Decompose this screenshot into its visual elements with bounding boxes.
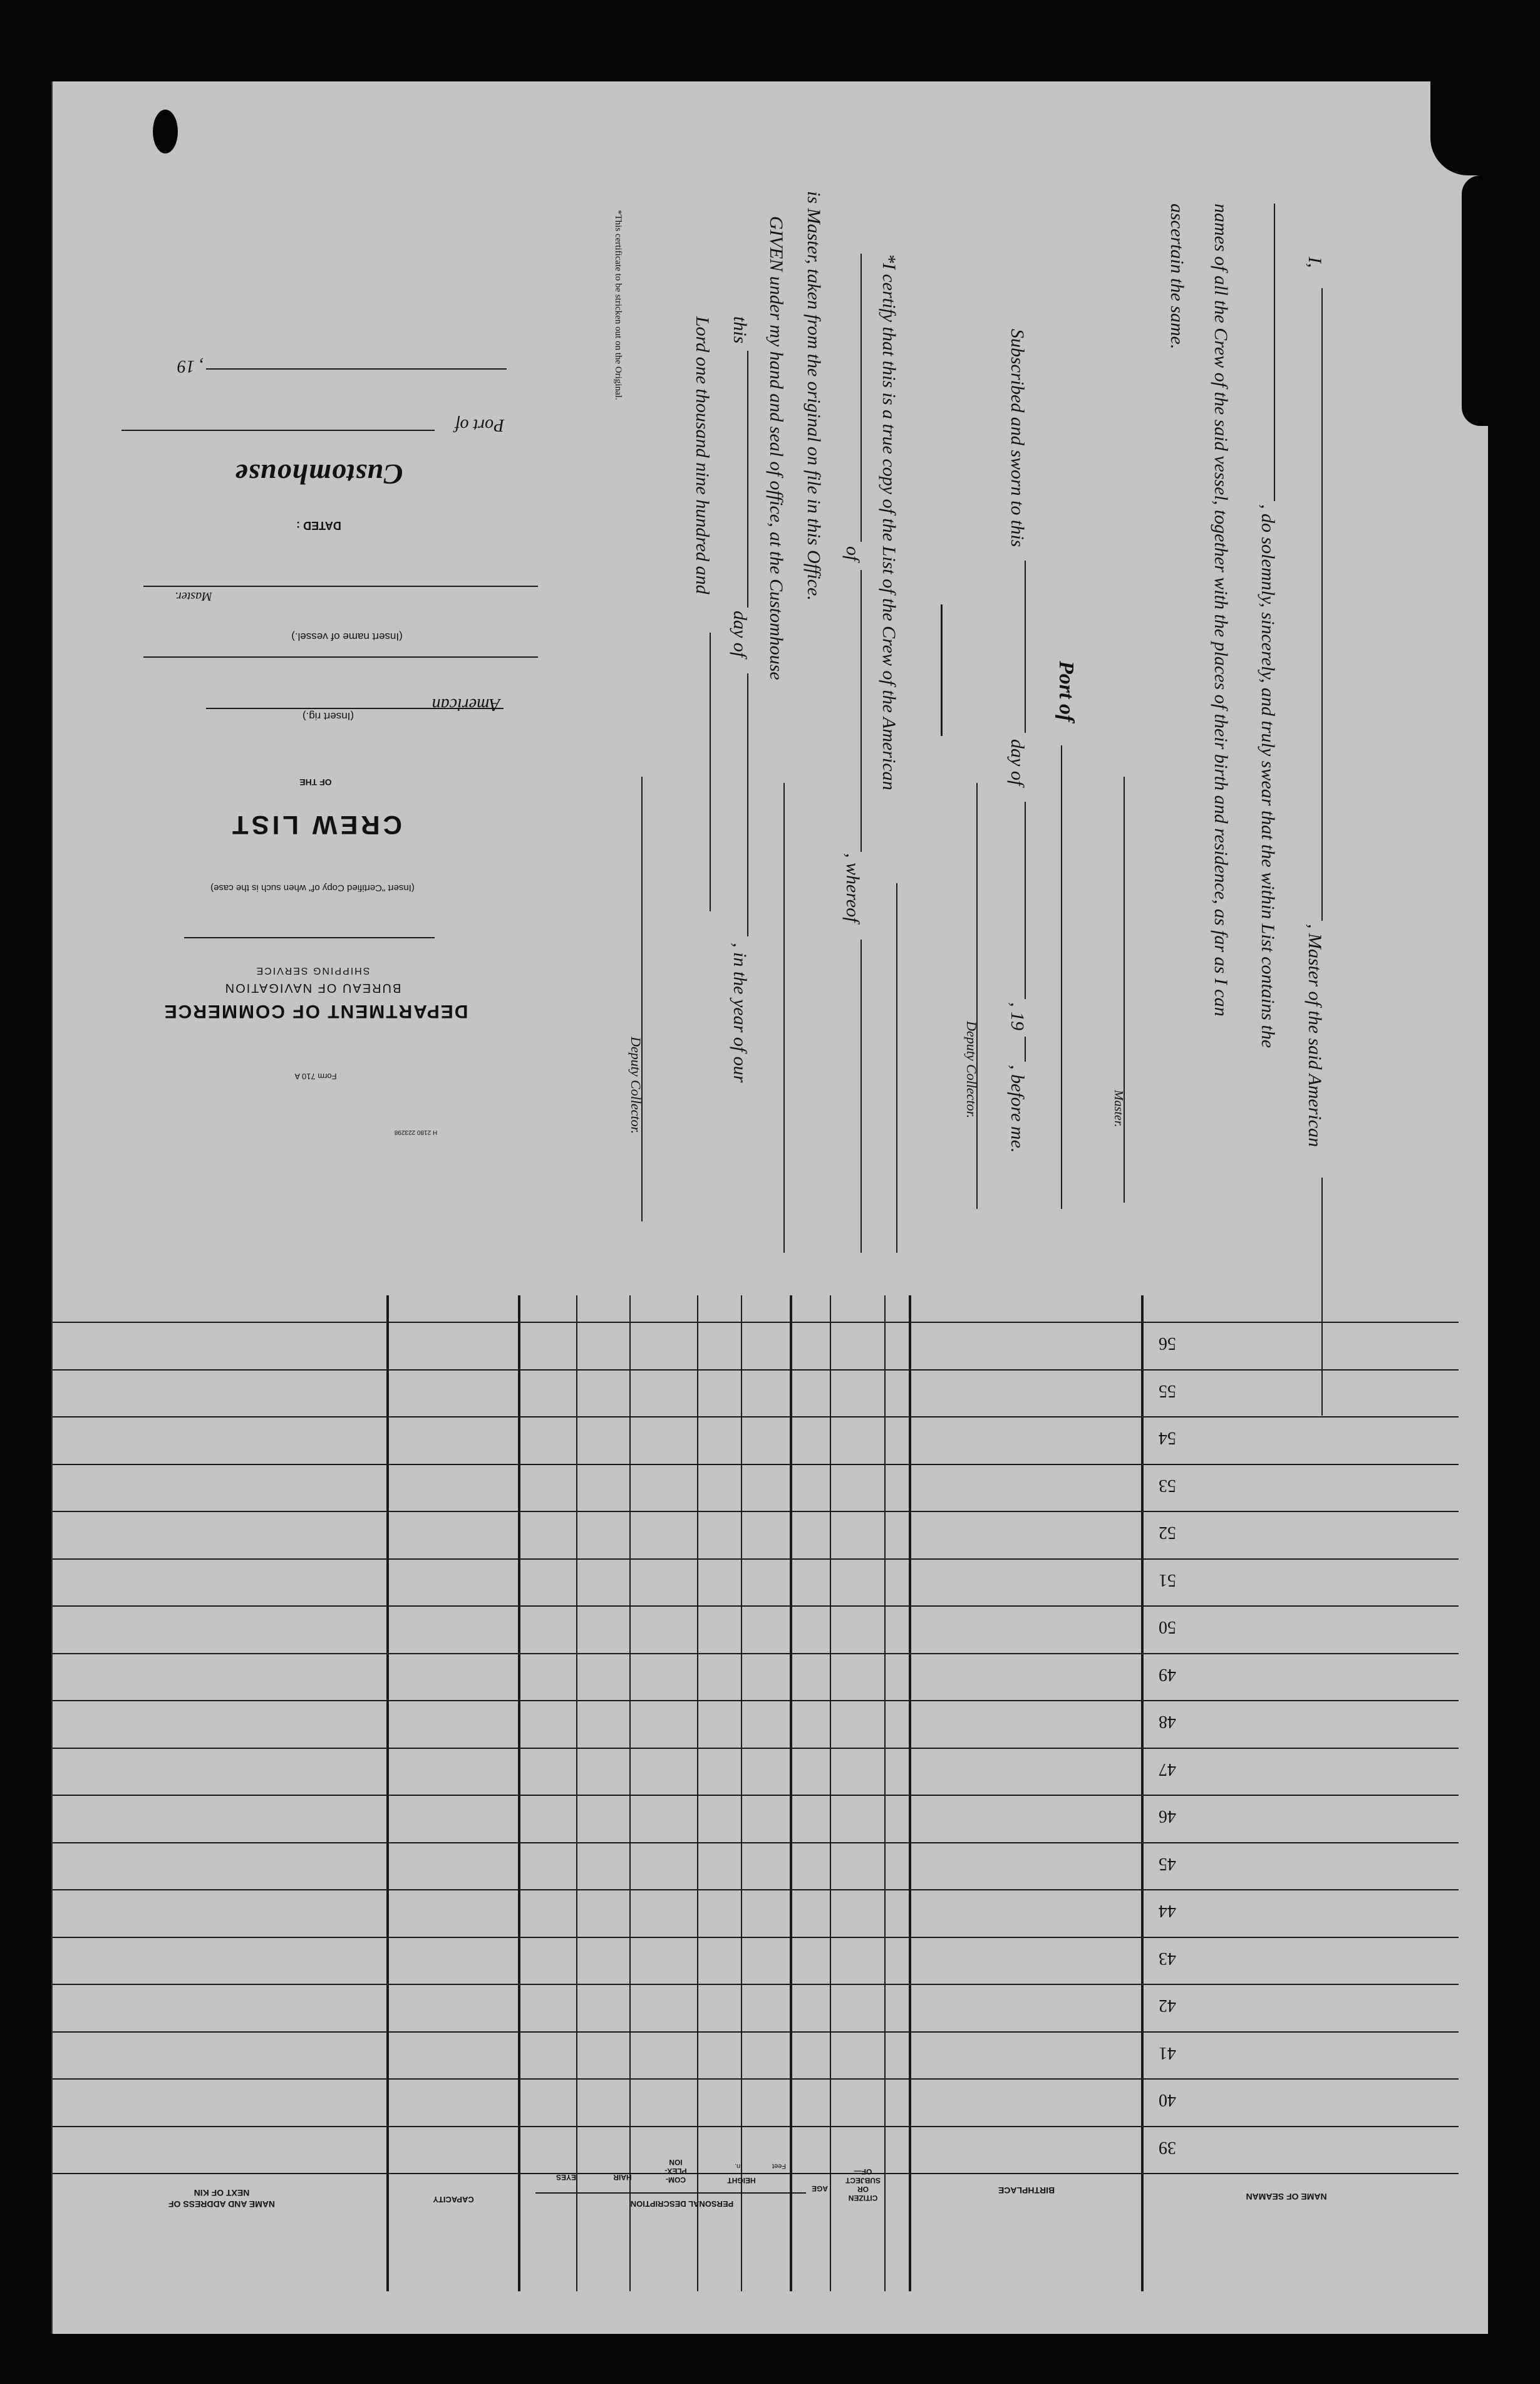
row-number: 42 [1159,1996,1176,2015]
certify-in-the-year: , in the year of our [730,943,750,1083]
certify-lord: Lord one thousand nine hundred and [692,316,713,594]
col-line-age-citizen [830,1295,831,2291]
col-line-eyes-hair [576,1295,577,2291]
certify-month-line [747,673,748,936]
subscribed-before-me: , before me. [1007,1065,1028,1153]
row-number: 56 [1159,1334,1176,1353]
row-number: 53 [1159,1476,1176,1495]
header-next-of-kin [128,2187,316,2210]
header-citizen-l3: SUBJECT [845,2176,881,2185]
table-row-line [53,1416,1459,1417]
certify-master-name-line [860,254,862,542]
certify-of: of [842,546,863,561]
endorsement-of-the: OF THE [299,777,332,787]
row-number: 41 [1159,2043,1176,2063]
endorsement-crew-list: CREW LIST [229,811,402,840]
certify-vessel-line [896,883,897,1253]
oath-master-label: Master. [1112,1090,1125,1127]
endorsement-insert-rig: (Insert rig.) [302,710,354,722]
row-number: 46 [1159,1806,1176,1826]
torn-corner-top-right [1430,81,1488,175]
row-number: 39 [1159,2138,1176,2157]
col-line-birthplace-left [909,1295,911,2291]
row-number: 50 [1159,1617,1176,1637]
header-eyes: EYES [556,2173,577,2182]
header-citizen-l1: CITIZEN [848,2194,878,2202]
table-row-line [53,1795,1459,1796]
table-row-line [53,2078,1459,2080]
table-row-line [53,1937,1459,1938]
header-complexion [654,2158,698,2184]
col-line-birthplace-name [1141,1295,1144,2291]
oath-swear-line: , do solemnly, sincerely, and truly swear that the within List contains the [1258,504,1278,1049]
oath-master-american: , Master of the said American [1305,924,1325,1148]
endorsement-american: American [432,695,500,714]
endorsement-vessel-line [143,656,538,658]
table-row-line [53,1889,1459,1890]
crew-list-form-sheet [51,81,1488,2334]
col-line-inches-feet [741,1295,742,2291]
subscribed-port-of: Port of [1055,661,1078,722]
header-citizen [841,2167,885,2202]
row-number: 51 [1159,1570,1176,1590]
endorsement-insert-certified: (Insert "Certified Copy of" when such is the case) [210,883,415,893]
endorsement-date-line [206,368,507,370]
endorsement-dated: DATED : [296,519,341,532]
header-feet: Feet [772,2162,787,2170]
endorsement-nineteen: , 19 [177,356,204,376]
header-birthplace: BIRTHPLACE [998,2185,1055,2195]
row-number: 54 [1159,1428,1176,1448]
row-number: 45 [1159,1854,1176,1874]
certify-day-line [747,351,748,608]
table-row-line [53,2126,1459,2127]
deputy-signature-line-1 [976,783,978,1209]
table-row-line [53,1653,1459,1654]
header-citizen-l2: OR [857,2185,869,2194]
subscribed-month-line [1025,802,1026,999]
certify-whereof: , whereof [842,853,863,923]
row-number: 44 [1159,1901,1176,1920]
table-row-line [53,1464,1459,1465]
table-row-line [53,2173,1459,2174]
endorsement-form-number: Form 710 A [294,1072,337,1081]
torn-edge-right [1462,175,1488,426]
row-number: 55 [1159,1381,1176,1401]
header-age: AGE [812,2184,829,2193]
endorsement-print-code: H 2180 223298 [394,1129,438,1136]
header-complexion-l1: COM- [666,2175,686,2184]
oath-master-name-line [1321,288,1323,921]
table-row-line [53,1700,1459,1701]
table-row-line [53,1984,1459,1985]
certify-day-of: day of [730,611,750,658]
oath-master-signature-line [1124,777,1125,1203]
endorsement-master-line [143,586,538,587]
row-number: 49 [1159,1665,1176,1684]
header-height: HEIGHT [727,2176,756,2185]
table-row-line [53,1511,1459,1512]
oath-ascertain: ascertain the same. [1167,204,1187,350]
table-row-line [53,1748,1459,1749]
table-row-line [53,1605,1459,1607]
header-inches: In. [734,2162,743,2170]
col-line-capacity-eyes [518,1295,520,2291]
row-number: 48 [1159,1712,1176,1731]
endorsement-port-of: Port of [455,415,505,435]
table-row-line [53,1842,1459,1843]
certify-line-2: is Master, taken from the original on file in this Office. [804,191,824,601]
table-row-line [53,1369,1459,1371]
certify-customhouse-line [783,783,785,1253]
table-row-line [53,1558,1459,1560]
oath-vessel-name-line [1321,1178,1323,1416]
certify-given: GIVEN under my hand and seal of office, at the Customhouse [766,216,787,680]
header-complexion-l3: ION [669,2158,683,2167]
row-number: 47 [1159,1759,1176,1779]
certify-line-1: *I certify that this is a true copy of the List of the Crew of the American [879,254,899,790]
header-next-of-kin-l1: NAME AND ADDRESS OF [168,2199,276,2209]
col-line-hair-complexion [629,1295,631,2291]
header-citizen-l4: OF— [854,2167,872,2176]
subscribed-day-line [1025,561,1026,733]
certify-this: this [730,316,750,344]
header-hair: HAIR [613,2173,632,2182]
col-line-citizen-birthplace [884,1295,886,2291]
certify-footnote: *This certificate to be stricken out on the Original. [613,210,623,400]
oath-port-line [1274,204,1275,501]
col-line-complexion-height [697,1295,698,2291]
ink-blot-top-left [153,110,178,153]
personal-description-rule [535,2192,806,2194]
subscribed-port-line [1061,745,1062,1209]
col-line-kin-capacity [386,1295,389,2291]
header-complexion-l2: PLEX- [664,2167,687,2175]
oath-names-line: names of all the Crew of the said vessel, together with the places of their birth and residence, as far as I can [1211,204,1231,1017]
table-row-line [53,1322,1459,1323]
header-next-of-kin-l2: NEXT OF KIN [194,2188,250,2198]
section-separator [941,604,943,736]
subscribed-year-line [1025,1037,1026,1062]
col-line-height-age [790,1295,792,2291]
header-name-of-seaman: NAME OF SEAMAN [1246,2192,1327,2202]
oath-i-label: I, [1305,257,1325,268]
table-row-line [53,2031,1459,2033]
certify-port-line [860,570,862,852]
subscribed-day-of: day of [1007,739,1028,786]
subscribed-sworn-text: Subscribed and sworn to this [1007,329,1028,547]
row-number: 52 [1159,1523,1176,1542]
row-number: 40 [1159,2090,1176,2110]
subscribed-deputy-collector: Deputy Collector. [964,1021,979,1119]
endorsement-bureau: BUREAU OF NAVIGATION [224,981,401,995]
endorsement-port-line [121,430,435,431]
certify-deputy-collector: Deputy Collector. [628,1037,644,1134]
certify-whereof-line [860,940,862,1253]
endorsement-shipping-service: SHIPPING SERVICE [255,965,370,976]
header-capacity: CAPACITY [433,2195,474,2204]
endorsement-master: Master. [175,589,212,603]
certify-year-line [710,633,711,911]
header-personal-description: PERSONAL DESCRIPTION [630,2199,734,2209]
endorsement-insert-vessel: (Insert name of vessel.) [291,631,403,643]
endorsement-department: DEPARTMENT OF COMMERCE [163,1001,468,1022]
row-number: 43 [1159,1949,1176,1968]
endorsement-customhouse: Customhouse [234,459,403,490]
subscribed-nineteen: , 19 [1007,1002,1028,1030]
deputy-signature-line-2 [641,777,643,1221]
endorsement-certified-line [184,937,435,938]
